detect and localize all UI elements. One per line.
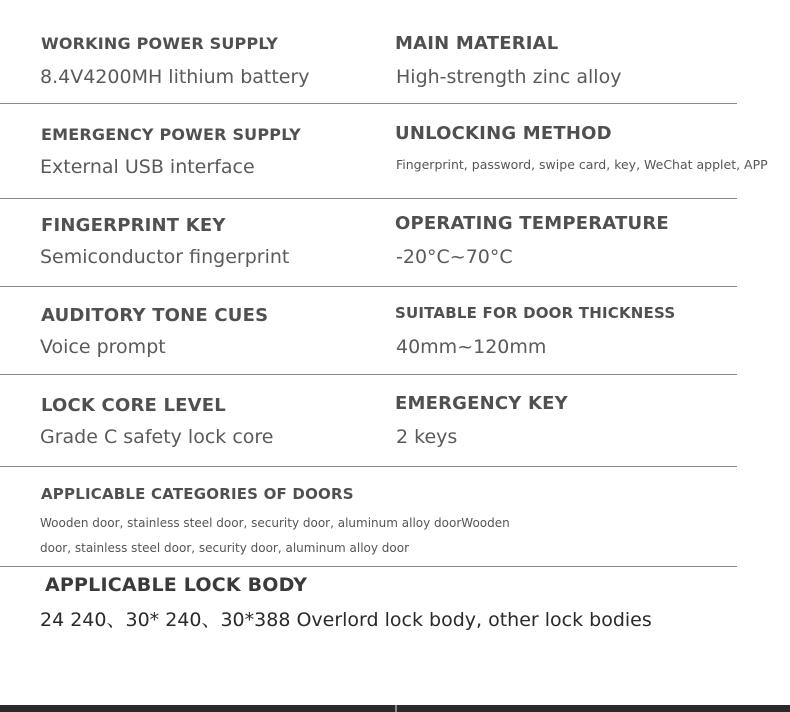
spec-value-operating-temperature: -20°C~70°C xyxy=(396,246,513,268)
row-divider xyxy=(0,103,737,104)
spec-value-lock-core-level: Grade C safety lock core xyxy=(40,426,274,448)
spec-label-suitable-door-thickness: SUITABLE FOR DOOR THICKNESS xyxy=(395,304,676,322)
spec-label-emergency-key: EMERGENCY KEY xyxy=(395,393,568,414)
spec-label-main-material: MAIN MATERIAL xyxy=(395,33,559,54)
bottom-edge-bar xyxy=(0,705,790,712)
spec-label-unlocking-method: UNLOCKING METHOD xyxy=(395,123,612,144)
spec-label-working-power-supply: WORKING POWER SUPPLY xyxy=(41,34,279,53)
lock-body-value: 24 240、30* 240、30*388 Overlord lock body, other lock bodies xyxy=(40,609,652,631)
spec-label-lock-core-level: LOCK CORE LEVEL xyxy=(41,395,226,416)
spec-value-unlocking-method: Fingerprint, password, swipe card, key, WeChat applet, APP xyxy=(396,157,768,172)
spec-label-operating-temperature: OPERATING TEMPERATURE xyxy=(395,213,669,234)
spec-value-auditory-tone-cues: Voice prompt xyxy=(40,336,166,358)
row-divider xyxy=(0,286,737,287)
row-divider xyxy=(0,374,737,375)
spec-value-suitable-door-thickness: 40mm~120mm xyxy=(396,336,547,358)
lock-body-label: APPLICABLE LOCK BODY xyxy=(45,574,308,596)
spec-value-fingerprint-key: Semiconductor fingerprint xyxy=(40,246,290,268)
spec-label-emergency-power-supply: EMERGENCY POWER SUPPLY xyxy=(41,125,301,144)
spec-label-fingerprint-key: FINGERPRINT KEY xyxy=(41,215,226,236)
spec-value-emergency-power-supply: External USB interface xyxy=(40,156,255,178)
spec-label-auditory-tone-cues: AUDITORY TONE CUES xyxy=(41,305,269,326)
row-divider xyxy=(0,566,737,567)
spec-value-emergency-key: 2 keys xyxy=(396,426,458,448)
spec-value-main-material: High-strength zinc alloy xyxy=(396,66,622,88)
door-categories-label: APPLICABLE CATEGORIES OF DOORS xyxy=(41,485,354,503)
door-categories-line-1: Wooden door, stainless steel door, security door, aluminum alloy doorWooden xyxy=(40,516,510,530)
row-divider xyxy=(0,198,737,199)
spec-value-working-power-supply: 8.4V4200MH lithium battery xyxy=(40,66,310,88)
door-categories-line-2: door, stainless steel door, security door, aluminum alloy door xyxy=(40,541,410,555)
row-divider xyxy=(0,466,737,467)
